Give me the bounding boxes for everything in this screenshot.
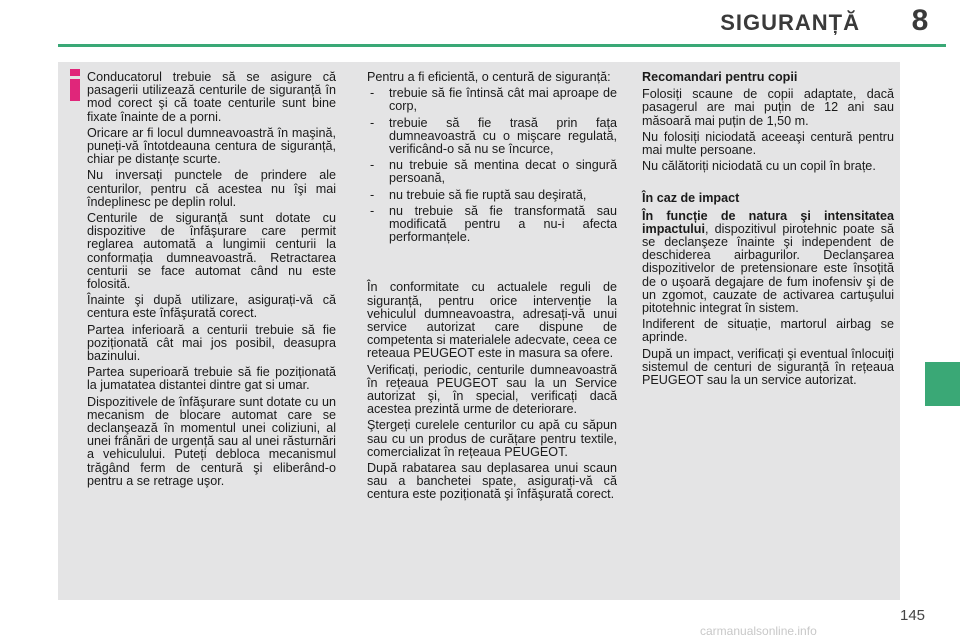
requirements-list [367,87,617,244]
bold-lead: În funcție de natura şi intensitatea impactului [642,208,894,236]
paragraph: Nu călătoriți niciodată cu un copil în brațe. [642,159,876,174]
list-item: - trebuie să fie întinsă cât mai aproape de corp, [367,87,617,113]
paragraph: Dispozitivele de înfăşurare sunt dotate cu un mecanism de blocare automat care se declanşează în momentul unei coliziuni, al unei frânări de urgență sau al unei răsturnări a vehiculului. Puteți debloca mecanismul trăgând ferm de centură şi eliberând-o pentru a se retrage uşor. [87,394,336,488]
list-item: - nu trebuie să fie transformată sau modificată pentru a nu-i afecta performanțele. [367,205,617,245]
section-heading: În caz de impact [642,191,740,206]
list-intro: Pentru a fi eficientă, o centură de siguranță: [367,70,611,84]
paragraph: Centurile de siguranță sunt dotate cu dispozitive de înfăşurare care permit reglarea automată a lungimii centurii la conformația dumneavoastră. Retractarea centurii se face automat când nu este folosită. [87,211,336,292]
page-number: 145 [900,607,926,624]
paragraph: Verificați, periodic, centurile dumneavoastră în rețeaua PEUGEOT sau la un Service autorizat şi, în special, verificați dacă acestea prezintă urme de deteriorare. [367,362,617,417]
page-title: SIGURANȚĂ [720,10,860,35]
paragraph: Ştergeți curelele centurilor cu apă cu săpun sau cu un produs de curățare pentru textile, comercializat în rețeaua PEUGEOT. [367,418,617,459]
paragraph: Înainte şi după utilizare, asigurați-vă că centura este înfăşurată corect. [87,293,336,321]
watermark: carmanualsonline.info [700,624,817,638]
list-item: - nu trebuie să fie ruptă sau deşirată, [367,189,617,202]
list-item: - nu trebuie să mentina decat o singură persoană, [367,159,617,185]
info-icon [66,68,84,102]
column-2 [367,71,617,505]
column-3 [642,71,894,390]
chapter-side-tab [925,362,960,406]
paragraph: Folosiți scaune de copii adaptate, dacă pasagerul are mai puțin de 12 ani sau măsoară mai puțin de 1,50 m. [642,87,894,128]
paragraph: Oricare ar fi locul dumneavoastră în maşină, puneți-vă întotdeauna centura de siguranță, chiar pe distanțe scurte. [87,125,336,167]
paragraph: Partea inferioară a centurii trebuie să fie poziționată cât mai jos posibil, deasupra bazinului. [87,322,336,364]
paragraph: Conducatorul trebuie să se asigure că pasagerii utilizează centurile de siguranță în mod corect şi că toate centurile sunt bine fixate înainte de a porni. [87,70,336,124]
paragraph: După rabatarea sau deplasarea unui scaun sau a banchetei spate, asigurați-vă că centura este poziționată şi înfăşurată corect. [367,461,617,502]
paragraph: În conformitate cu actualele reguli de siguranță, pentru orice intervenție la vehiculul dumneavoastra, adresați-vă unui service autorizat care dispune de competenta si materialele adecvate, ceea ce reteaua PEUGEOT este in masura sa ofere. [367,280,617,361]
chapter-number: 8 [911,4,929,37]
paragraph: Indiferent de situație, martorul airbag se aprinde. [642,317,894,345]
paragraph: Nu inversați punctele de prindere ale centurilor, pentru că acestea nu îşi mai îndeplinesc pe deplin rolul. [87,168,336,209]
header-divider [58,44,946,47]
paragraph: Partea superioară trebuie să fie poziționată la jumatatea distantei dintre gat si umar. [87,365,336,393]
section-heading: Recomandari pentru copii [642,70,798,84]
paragraph: Nu folosiți niciodată aceeaşi centură pentru mai multe persoane. [642,129,894,158]
column-1 [87,71,336,491]
list-item: - trebuie să fie trasă prin fața dumneavoastră cu o mişcare regulată, verificând-o să nu se încurce, [367,117,617,157]
lead-text: , dispozitivul pirotehnic poate să se declanşeze înainte şi independent de deschiderea airbagurilor. Declanşarea dispozitivelor de pretensionare este însoțită de o uşoară degajare de fum inofensiv şi de un zgomot, cauzate de activarea cartuşului pitotehnic integrat în sistem. [642,221,894,316]
paragraph: După un impact, verificați şi eventual înlocuiți sistemul de centuri de siguranță în rețeaua PEUGEOT sau la un service autorizat. [642,346,894,388]
paragraph [642,210,894,316]
